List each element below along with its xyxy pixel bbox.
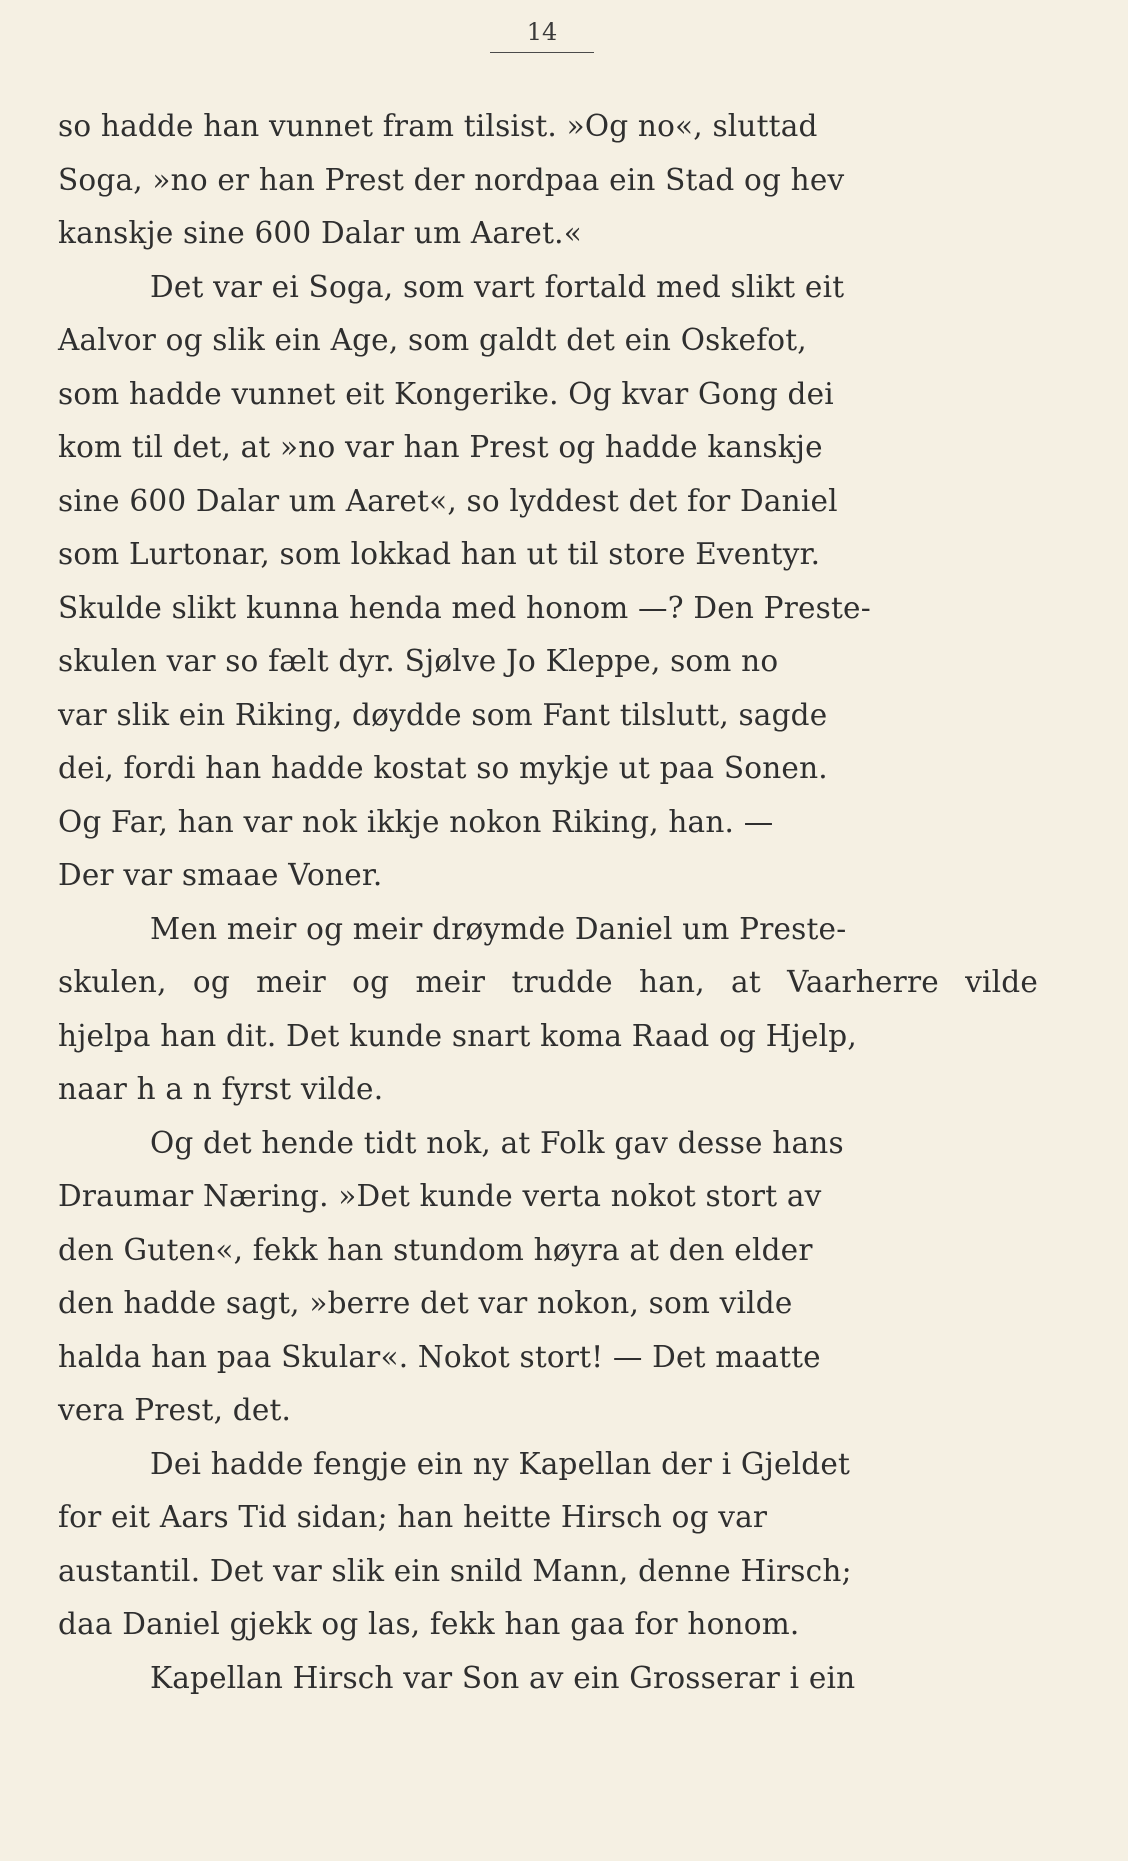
text-line: Og det hende tidt nok, at Folk gav desse hans	[150, 1125, 844, 1160]
body-text	[58, 100, 1038, 1705]
text-line: den Guten«, fekk han stundom høyra at den elder	[58, 1232, 813, 1267]
text-line: Og Far, han var nok ikkje nokon Riking, han. —	[58, 804, 774, 839]
text-line: naar h a n fyrst vilde.	[58, 1072, 384, 1106]
text-line: den hadde sagt, »berre det var nokon, som vilde	[58, 1286, 793, 1320]
text-line: Men meir og meir drøymde Daniel um Preste-	[150, 911, 847, 946]
text-line: som hadde vunnet eit Kongerike. Og kvar Gong dei	[58, 376, 834, 411]
text-line: Aalvor og slik ein Age, som galdt det ein Oskefot,	[58, 323, 807, 357]
text-line: Draumar Næring. »Det kunde verta nokot stort av	[58, 1179, 822, 1213]
text-line: kanskje sine 600 Dalar um Aaret.«	[58, 216, 582, 250]
text-line: var slik ein Riking, døydde som Fant tilslutt, sagde	[58, 697, 828, 732]
text-line: Det var ei Soga, som vart fortald med slikt eit	[150, 269, 845, 304]
text-line: Dei hadde fengje ein ny Kapellan der i Gjeldet	[150, 1446, 851, 1481]
text-line: Kapellan Hirsch var Son av ein Grosserar i ein	[150, 1660, 856, 1695]
text-line: hjelpa han dit. Det kunde snart koma Raad og Hjelp,	[58, 1018, 857, 1053]
text-line: kom til det, at »no var han Prest og hadde kanskje	[58, 430, 823, 464]
text-line: for eit Aars Tid sidan; han heitte Hirsch og var	[58, 1500, 768, 1534]
text-line: halda han paa Skular«. Nokot stort! — Det maatte	[58, 1339, 821, 1374]
text-line: vera Prest, det.	[58, 1393, 292, 1427]
text-line: daa Daniel gjekk og las, fekk han gaa for honom.	[58, 1607, 800, 1641]
text-line: austantil. Det var slik ein snild Mann, denne Hirsch;	[58, 1553, 852, 1588]
text-line: skulen var so fælt dyr. Sjølve Jo Kleppe, som no	[58, 644, 779, 678]
text-line: som Lurtonar, som lokkad han ut til store Eventyr.	[58, 537, 821, 571]
page-number: 14	[490, 18, 594, 53]
text-line: dei, fordi han hadde kostat so mykje ut paa Sonen.	[58, 751, 828, 785]
text-line: Der var smaae Voner.	[58, 858, 383, 892]
text-line: Skulde slikt kunna henda med honom —? Den Preste-	[58, 590, 871, 625]
text-line: so hadde han vunnet fram tilsist. »Og no«, sluttad	[58, 109, 818, 143]
text-line: skulen, og meir og meir trudde han, at Vaarherre vilde	[58, 965, 1039, 999]
text-line: Soga, »no er han Prest der nordpaa ein Stad og hev	[58, 162, 845, 197]
text-line: sine 600 Dalar um Aaret«, so lyddest det for Daniel	[58, 483, 838, 518]
